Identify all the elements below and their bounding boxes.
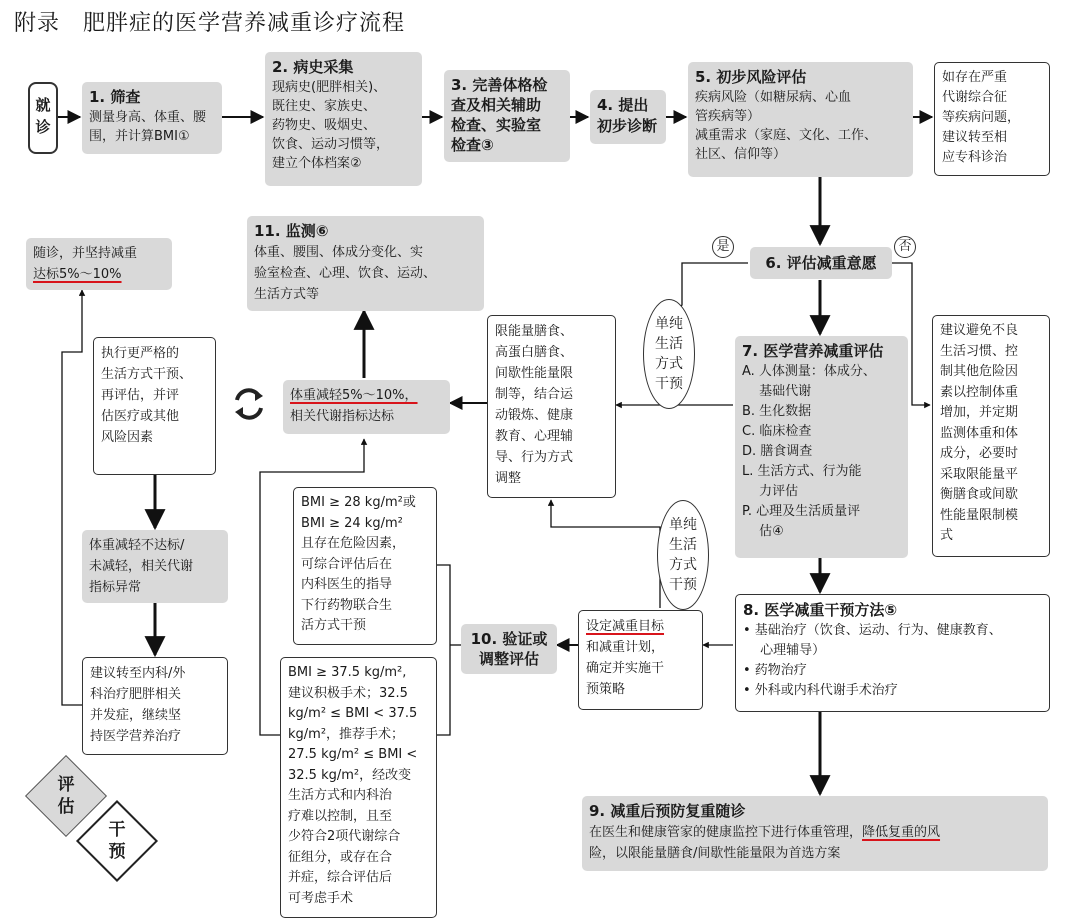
step10-line: 调整评估 [478, 650, 539, 668]
start-box [28, 82, 58, 154]
refer-line: 持医学营养治疗 [90, 729, 182, 744]
line-bmi1-bracket [437, 565, 450, 735]
strict-line: 风险因素 [101, 430, 154, 445]
bmi1-line: BMI ≥ 28 kg/m²或 [301, 495, 416, 510]
plan-line: 确定并实施干 [586, 661, 665, 676]
yes-label: 是 [716, 239, 730, 254]
step7-head: 7. 医学营养减重评估 [742, 342, 884, 360]
bmi2-line: 征组分，或存在合 [288, 849, 393, 865]
step5-head: 5. 初步风险评估 [695, 68, 807, 86]
bmi2-line: kg/m²，推荐手术； [288, 726, 405, 742]
step9-line1-highlight: 降低复重的风 [862, 825, 941, 840]
no-advice-line: 增加，并定期 [940, 405, 1019, 420]
bmi1-line: 内科医生的指导 [301, 577, 393, 592]
step4-diagnosis [590, 90, 666, 144]
oval-bottom-label: 单纯生活方式干预 [669, 517, 697, 593]
strict-line: 生活方式干预、 [101, 367, 193, 382]
step8-line: • 药物治疗 [743, 663, 807, 678]
lifestyle-line: 高蛋白膳食、 [495, 345, 574, 360]
step11-line: 生活方式等 [254, 287, 320, 302]
step2-line: 现病史(肥胖相关)、 [272, 80, 387, 95]
bmi1-line: BMI ≥ 24 kg/m² [301, 515, 403, 531]
step3-line: 检查③ [451, 136, 494, 154]
step7-line: D. 膳食调查 [742, 444, 813, 459]
severe-referral-box [934, 62, 1050, 176]
step2-head: 2. 病史采集 [272, 58, 354, 76]
bmi2-line: 疗难以控制，且至 [288, 808, 393, 824]
no-advice-line: 采取限能量平 [940, 466, 1019, 482]
bmi2-line: 32.5 kg/m²，经改变 [288, 767, 412, 783]
step1-screening [82, 82, 222, 154]
yes-badge [712, 236, 734, 258]
lifestyle-line: 制等，结合运 [495, 387, 574, 402]
step10-verify-adjust [461, 624, 557, 674]
bmi-surgery-box [280, 657, 437, 918]
no-advice-line: 监测体重和体 [940, 425, 1019, 441]
step11-line: 体重、腰围、体成分变化、实 [254, 245, 424, 260]
step2-line: 饮食、运动习惯等， [272, 137, 390, 152]
step11-line: 验室检查、心理、饮食、运动、 [254, 266, 437, 281]
step8-line: • 基础治疗（饮食、运动、行为、健康教育、 [743, 623, 1002, 638]
bmi1-line: 活方式干预 [301, 618, 367, 633]
target-line: 相关代谢指标达标 [290, 409, 395, 424]
severe-line: 等疾病问题， [942, 110, 1021, 125]
target-line: 体重减轻5%～10%， [290, 388, 418, 403]
step4-line: 4. 提出 [597, 96, 649, 114]
step3-line: 检查、实验室 [451, 116, 542, 134]
step3-line: 查及相关辅助 [451, 96, 542, 114]
refer-line: 建议转至内科/外 [90, 666, 186, 681]
bmi2-line: 可考虑手术 [288, 890, 354, 906]
refer-complications-box [82, 657, 228, 755]
plan-box [578, 610, 703, 710]
bmi2-line: 并症，综合评估后 [288, 870, 393, 885]
no-advice-line: 性能量限制模 [940, 507, 1019, 523]
bmi1-line: 可综合评估后在 [301, 556, 393, 572]
lifestyle-line: 限能量膳食、 [495, 324, 574, 339]
bmi2-line: BMI ≥ 37.5 kg/m², [288, 665, 407, 680]
step2-line: 药物史、吸烟史、 [272, 118, 377, 133]
refer-line: 并发症，继续坚 [90, 708, 182, 723]
notmet-line: 体重减轻不达标/ [89, 538, 185, 553]
step2-history [265, 52, 422, 186]
cycle-arrows-icon [231, 386, 267, 422]
refer-line: 科治疗肥胖相关 [90, 687, 182, 702]
bmi2-line: 生活方式和内科治 [288, 788, 393, 803]
follow-line: 达标5%～10% [33, 267, 122, 282]
step7-line: 力评估 [742, 484, 799, 499]
no-advice-line: 式 [940, 528, 954, 543]
lifestyle-line: 调整 [495, 471, 522, 486]
notmet-line: 指标异常 [89, 580, 142, 595]
step7-line: P. 心理及生活质量评 [742, 504, 861, 519]
stricter-intervention-box [93, 337, 216, 475]
notmet-line: 未减轻，相关代谢 [89, 559, 194, 574]
step3-exam [444, 70, 570, 162]
no-advice-box [932, 315, 1050, 557]
bmi1-line: 且存在危险因素， [301, 536, 406, 551]
arrow-refer-follow [62, 290, 82, 705]
step7-line: L. 生活方式、行为能 [742, 464, 862, 479]
target-not-met-box [82, 530, 228, 603]
bmi2-line: 建议积极手术；32.5 [288, 685, 408, 701]
no-advice-line: 制其他危险因 [940, 364, 1019, 379]
step3-line: 3. 完善体格检 [451, 76, 548, 94]
plan-line: 设定减重目标 [586, 619, 665, 634]
lifestyle-only-oval-top [643, 299, 695, 409]
lifestyle-line: 间歇性能量限 [495, 366, 574, 381]
no-advice-line: 建议避免不良 [940, 323, 1019, 338]
severe-line: 应专科诊治 [942, 150, 1008, 165]
bmi2-line: kg/m² ≤ BMI < 37.5 [288, 706, 418, 721]
plan-line: 预策略 [586, 682, 626, 697]
severe-line: 建议转至相 [942, 130, 1008, 145]
bmi1-line: 下行药物联合生 [301, 597, 393, 613]
step8-head: 8. 医学减重干预方法⑤ [743, 601, 898, 619]
step9-head: 9. 减重后预防复重随诊 [589, 802, 746, 820]
assess-badge-text: 评估 [57, 775, 75, 817]
step2-line: 既往史、家族史、 [272, 99, 377, 114]
no-badge [894, 236, 916, 258]
step6-label: 6. 评估减重意愿 [765, 254, 877, 272]
step7-line: B. 生化数据 [742, 404, 812, 419]
step6-willingness [750, 247, 892, 279]
assess-badge-label [52, 774, 80, 818]
no-advice-line: 素以控制体重 [940, 384, 1019, 400]
step5-line: 社区、信仰等） [695, 147, 787, 162]
step2-line: 建立个体档案② [272, 156, 362, 171]
step4-line: 初步诊断 [597, 117, 658, 135]
severe-line: 代谢综合征 [942, 90, 1008, 105]
follow-up-maintain-box [26, 238, 172, 290]
bmi2-line: 27.5 kg/m² ≤ BMI < [288, 747, 418, 762]
lifestyle-only-oval-bottom [657, 500, 709, 610]
start-label: 就诊 [35, 96, 51, 136]
step11-monitoring [247, 216, 484, 311]
step7-line: 基础代谢 [742, 384, 812, 399]
no-label: 否 [898, 239, 912, 254]
step1-line: 测量身高、体重、腰 [89, 110, 207, 125]
step5-line: 疾病风险（如糖尿病、心血 [695, 90, 852, 105]
strict-line: 再评估，并评 [101, 388, 180, 403]
step9-line1 [589, 822, 1041, 843]
strict-line: 估医疗或其他 [101, 409, 180, 424]
step9-follow-up [582, 796, 1048, 871]
page-title: 附录 肥胖症的医学营养减重诊疗流程 [14, 11, 406, 36]
step8-line: 心理辅导） [743, 643, 826, 658]
intervene-badge-label [103, 819, 131, 863]
follow-line: 随诊，并坚持减重 [33, 246, 138, 261]
step8-intervention-methods [735, 594, 1050, 712]
step7-line: 估④ [742, 524, 784, 539]
step10-line: 10. 验证或 [470, 630, 548, 648]
step5-line: 管疾病等） [695, 109, 761, 124]
no-advice-line: 衡膳食或间歇 [940, 487, 1019, 502]
step9-line2: 险，以限能量膳食/间歇性能量限为首选方案 [589, 846, 841, 861]
step7-line: A. 人体测量：体成分、 [742, 364, 876, 379]
lifestyle-intervention-box [487, 315, 616, 498]
oval-top-label: 单纯生活方式干预 [655, 316, 683, 392]
arrow-plan-lifestyle [551, 500, 660, 608]
step8-line: • 外科或内科代谢手术治疗 [743, 683, 898, 698]
step5-risk-assessment [688, 62, 913, 177]
weight-loss-target-box [283, 380, 450, 434]
no-advice-line: 成分，必要时 [940, 446, 1019, 461]
step9-line1-text: 在医生和健康管家的健康监控下进行体重管理， [589, 825, 863, 840]
lifestyle-line: 教育、心理辅 [495, 429, 574, 444]
lifestyle-line: 导、行为方式 [495, 450, 574, 465]
bmi2-line: 少符合2项代谢综合 [288, 829, 401, 844]
plan-line: 和减重计划， [586, 640, 665, 655]
step5-line: 减重需求（家庭、文化、工作、 [695, 128, 878, 143]
bmi-medication-box [293, 487, 437, 645]
step7-line: C. 临床检查 [742, 424, 812, 439]
intervene-badge-text: 干预 [108, 820, 126, 862]
lifestyle-line: 动锻炼、健康 [495, 408, 574, 423]
no-advice-line: 生活习惯、控 [940, 343, 1019, 359]
severe-line: 如存在严重 [942, 70, 1008, 85]
step1-head: 1. 筛查 [89, 88, 141, 106]
strict-line: 执行更严格的 [101, 346, 180, 361]
step7-nutrition-assessment [735, 336, 908, 558]
step11-head: 11. 监测⑥ [254, 222, 329, 240]
step1-line: 围，并计算BMI① [89, 129, 190, 144]
